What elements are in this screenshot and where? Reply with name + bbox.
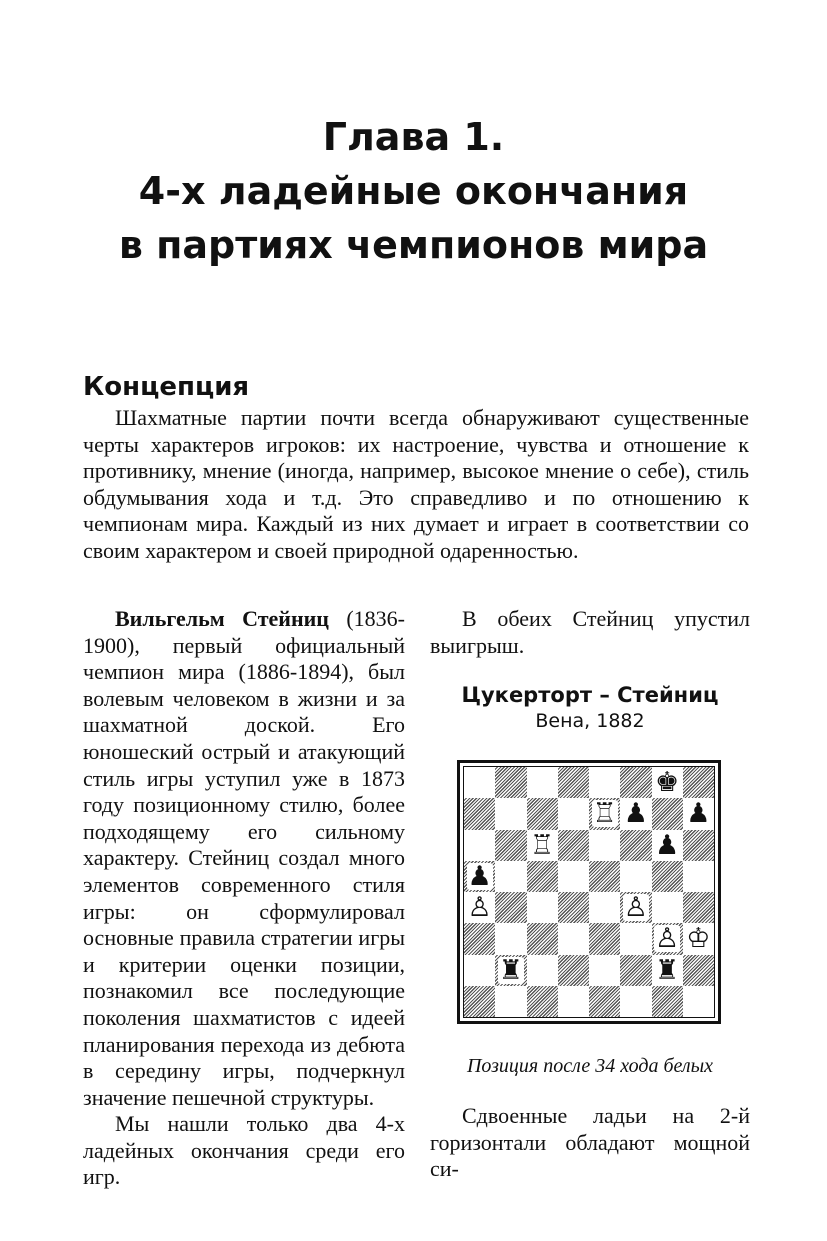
square-f6: [620, 830, 651, 861]
square-d6: [558, 830, 589, 861]
left-paragraph-1-text: (1836-1900), первый официальный чемпион мира (1886-1894), был волевым человеком в жизни и за шахматной доской. Его юношеский острый и атакующий стиль игры уступил уже в 1873 году позиционному стилю, более подходящему его сильному характеру. Стейниц создал много элементов современного стиля игры: он сформулировал основные правила стратегии игры и критерии оценки позиции, познакомил все последующие поколения шахматистов с идеей планирования перехода из дебюта в середину игры, подчеркнул значение пешечной структуры.: [83, 606, 405, 1110]
square-c7: [527, 798, 558, 829]
square-c3: [527, 923, 558, 954]
square-d1: [558, 986, 589, 1017]
square-b2: [495, 955, 526, 986]
square-f4: [620, 892, 651, 923]
square-d2: [558, 955, 589, 986]
square-f8: [620, 767, 651, 798]
square-d7: [558, 798, 589, 829]
square-c6: [527, 830, 558, 861]
square-h1: [683, 986, 714, 1017]
square-f2: [620, 955, 651, 986]
square-b4: [495, 892, 526, 923]
square-b8: [495, 767, 526, 798]
square-d5: [558, 861, 589, 892]
right-column-top: [430, 606, 750, 659]
black-pawn-icon: ♟: [686, 798, 711, 830]
chapter-title: [0, 110, 827, 272]
square-h5: [683, 861, 714, 892]
black-rook-icon: ♜: [498, 954, 523, 986]
square-a4: [464, 892, 495, 923]
right-paragraph-1: В обеих Стейниц упустил выигрыш.: [430, 606, 750, 658]
square-f7: [620, 798, 651, 829]
white-pawn-icon: ♙: [467, 892, 492, 924]
square-g5: [652, 861, 683, 892]
square-d3: [558, 923, 589, 954]
white-pawn-icon: ♙: [655, 923, 680, 955]
right-column-bottom: [430, 1103, 750, 1183]
square-g4: [652, 892, 683, 923]
white-king-icon: ♔: [686, 923, 711, 955]
black-pawn-icon: ♟: [655, 829, 680, 861]
square-e7: [589, 798, 620, 829]
chess-diagram: [457, 760, 721, 1024]
square-a2: [464, 955, 495, 986]
square-d4: [558, 892, 589, 923]
chess-board: [463, 766, 715, 1018]
player-name: Вильгельм Стейниц: [115, 606, 329, 631]
square-g2: [652, 955, 683, 986]
square-c2: [527, 955, 558, 986]
square-f3: [620, 923, 651, 954]
square-h7: [683, 798, 714, 829]
left-column: [83, 606, 405, 1191]
square-a8: [464, 767, 495, 798]
square-g6: [652, 830, 683, 861]
square-f5: [620, 861, 651, 892]
left-paragraph-1: [83, 606, 405, 1111]
square-a7: [464, 798, 495, 829]
square-g8: [652, 767, 683, 798]
white-rook-icon: ♖: [530, 829, 555, 861]
white-rook-icon: ♖: [592, 798, 617, 830]
square-g7: [652, 798, 683, 829]
square-e8: [589, 767, 620, 798]
right-paragraph-2: Сдвоенные ладьи на 2-й горизонтали обладают мощной си-: [430, 1103, 750, 1182]
square-e3: [589, 923, 620, 954]
left-paragraph-2: Мы нашли только два 4-х ладейных окончания среди его игр.: [83, 1111, 405, 1190]
section-heading: Концепция: [83, 372, 250, 402]
game-place: Вена, 1882: [535, 710, 645, 732]
square-a1: [464, 986, 495, 1017]
chapter-title-line-3: в партиях чемпионов мира: [118, 223, 709, 267]
square-e5: [589, 861, 620, 892]
black-pawn-icon: ♟: [467, 860, 492, 892]
black-rook-icon: ♜: [655, 954, 680, 986]
square-a5: [464, 861, 495, 892]
square-c1: [527, 986, 558, 1017]
square-c5: [527, 861, 558, 892]
square-e4: [589, 892, 620, 923]
square-h2: [683, 955, 714, 986]
square-b5: [495, 861, 526, 892]
square-e2: [589, 955, 620, 986]
white-pawn-icon: ♙: [623, 892, 648, 924]
black-pawn-icon: ♟: [623, 798, 648, 830]
square-g3: [652, 923, 683, 954]
square-d8: [558, 767, 589, 798]
square-b6: [495, 830, 526, 861]
square-a3: [464, 923, 495, 954]
square-b1: [495, 986, 526, 1017]
square-g1: [652, 986, 683, 1017]
square-c8: [527, 767, 558, 798]
square-f1: [620, 986, 651, 1017]
chapter-title-line-1: Глава 1.: [322, 115, 505, 159]
square-h6: [683, 830, 714, 861]
square-b3: [495, 923, 526, 954]
square-b7: [495, 798, 526, 829]
black-king-icon: ♚: [655, 767, 680, 799]
square-h8: [683, 767, 714, 798]
square-e1: [589, 986, 620, 1017]
game-title: Цукерторт – Стейниц: [461, 683, 719, 707]
diagram-caption: Позиция после 34 хода белых: [466, 1055, 714, 1077]
square-h3: [683, 923, 714, 954]
square-h4: [683, 892, 714, 923]
square-a6: [464, 830, 495, 861]
chapter-title-line-2: 4-х ладейные окончания: [138, 169, 689, 213]
square-e6: [589, 830, 620, 861]
intro-paragraph: Шахматные партии почти всегда обнаруживают существенные черты характеров игроков: их настроение, чувства и отношение к противнику, мнение (иногда, например, высокое мнение о себе), стиль обдумывания хода и т.д. Это справедливо и по отношению к чемпионам мира. Каждый из них думает и играет в соответствии со своим характером и своей природной одаренностью.: [83, 405, 749, 563]
square-c4: [527, 892, 558, 923]
